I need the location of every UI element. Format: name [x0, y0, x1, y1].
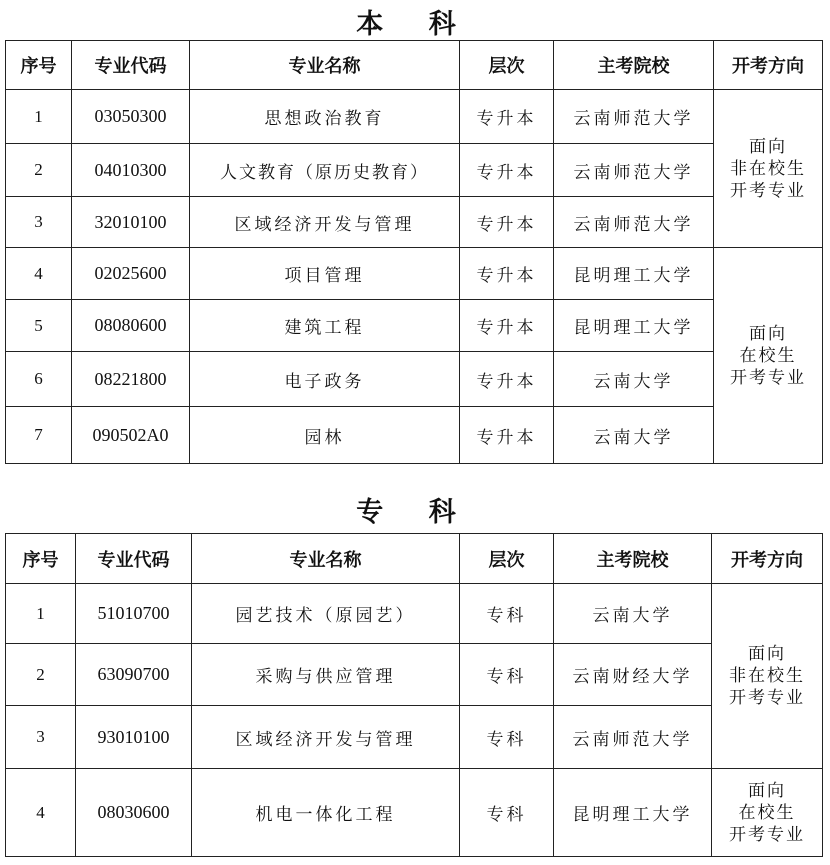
direction-cell-non-student: [714, 90, 823, 248]
row-code: 02025600: [72, 248, 190, 300]
row-no: 6: [6, 352, 72, 407]
row-no: 4: [6, 769, 76, 857]
row-code: 32010100: [72, 197, 190, 248]
header-direction: 开考方向: [714, 41, 823, 90]
row-major-name: 采购与供应管理: [192, 644, 460, 706]
row-no: 2: [6, 644, 76, 706]
row-school: 昆明理工大学: [554, 300, 714, 352]
table-row: [6, 144, 823, 197]
header-name: 专业名称: [192, 534, 460, 584]
row-code: 08030600: [76, 769, 192, 857]
row-major-name: 园林: [190, 407, 460, 464]
row-no: 2: [6, 144, 72, 197]
row-level: 专升本: [460, 352, 554, 407]
header-seq: 序号: [6, 41, 72, 90]
row-major-name: 人文教育（原历史教育）: [190, 144, 460, 197]
direction-cell-non-student: [712, 584, 823, 769]
table-row: [6, 644, 823, 706]
row-code: 08080600: [72, 300, 190, 352]
undergraduate-table: [5, 40, 823, 464]
row-no: 3: [6, 706, 76, 769]
row-major-name: 园艺技术（原园艺）: [192, 584, 460, 644]
header-code: 专业代码: [76, 534, 192, 584]
row-major-name: 建筑工程: [190, 300, 460, 352]
row-level: 专科: [460, 644, 554, 706]
header-name: 专业名称: [190, 41, 460, 90]
row-code: 93010100: [76, 706, 192, 769]
header-school: 主考院校: [554, 41, 714, 90]
row-no: 7: [6, 407, 72, 464]
direction-line: 面向: [749, 136, 787, 157]
table-row: [6, 248, 823, 300]
table-row: [6, 584, 823, 644]
header-level: 层次: [460, 534, 554, 584]
section-title-junior-college: 专 科: [356, 497, 474, 528]
row-level: 专升本: [460, 144, 554, 197]
header-level: 层次: [460, 41, 554, 90]
direction-cell-student: [714, 248, 823, 464]
row-no: 1: [6, 584, 76, 644]
row-school: 昆明理工大学: [554, 248, 714, 300]
row-no: 4: [6, 248, 72, 300]
row-level: 专升本: [460, 248, 554, 300]
direction-line: 在校生: [738, 802, 796, 823]
direction-line: 面向: [748, 644, 786, 664]
row-level: 专升本: [460, 300, 554, 352]
row-code: 51010700: [76, 584, 192, 644]
row-no: 5: [6, 300, 72, 352]
junior-college-table: [5, 533, 823, 857]
row-code: 08221800: [72, 352, 190, 407]
row-major-name: 机电一体化工程: [192, 769, 460, 857]
row-level: 专科: [460, 769, 554, 857]
header-direction: 开考方向: [712, 534, 823, 584]
table-row: [6, 90, 823, 144]
row-level: 专升本: [460, 197, 554, 248]
table-row: [6, 197, 823, 248]
direction-line: 面向: [748, 780, 786, 801]
direction-line: 开考专业: [729, 688, 805, 708]
row-school: 昆明理工大学: [554, 769, 712, 857]
row-school: 云南师范大学: [554, 706, 712, 769]
table-header-row: [6, 41, 823, 90]
row-major-name: 思想政治教育: [190, 90, 460, 144]
row-code: 04010300: [72, 144, 190, 197]
section-title-undergraduate: 本 科: [356, 9, 474, 40]
row-school: 云南师范大学: [554, 90, 714, 144]
direction-line: 开考专业: [729, 824, 805, 845]
header-code: 专业代码: [72, 41, 190, 90]
row-no: 3: [6, 197, 72, 248]
header-school: 主考院校: [554, 534, 712, 584]
row-no: 1: [6, 90, 72, 144]
table-row: [6, 706, 823, 769]
direction-line: 在校生: [739, 345, 797, 366]
row-school: 云南师范大学: [554, 144, 714, 197]
row-level: 专科: [460, 706, 554, 769]
header-seq: 序号: [6, 534, 76, 584]
direction-line: 开考专业: [730, 180, 806, 201]
row-school: 云南大学: [554, 407, 714, 464]
row-school: 云南财经大学: [554, 644, 712, 706]
row-school: 云南师范大学: [554, 197, 714, 248]
row-major-name: 区域经济开发与管理: [190, 197, 460, 248]
table-row: [6, 352, 823, 407]
row-level: 专升本: [460, 407, 554, 464]
row-code: 03050300: [72, 90, 190, 144]
direction-line: 非在校生: [729, 666, 805, 686]
table-row: [6, 769, 823, 857]
row-level: 专升本: [460, 90, 554, 144]
row-code: 63090700: [76, 644, 192, 706]
row-code: 090502A0: [72, 407, 190, 464]
direction-line: 开考专业: [730, 367, 806, 388]
table-row: [6, 407, 823, 464]
direction-line: 非在校生: [730, 158, 806, 179]
row-school: 云南大学: [554, 352, 714, 407]
row-major-name: 区域经济开发与管理: [192, 706, 460, 769]
table-row: [6, 300, 823, 352]
table-header-row: [6, 534, 823, 584]
direction-line: 面向: [749, 323, 787, 344]
direction-cell-student: [712, 769, 823, 857]
row-major-name: 项目管理: [190, 248, 460, 300]
row-major-name: 电子政务: [190, 352, 460, 407]
row-level: 专科: [460, 584, 554, 644]
row-school: 云南大学: [554, 584, 712, 644]
